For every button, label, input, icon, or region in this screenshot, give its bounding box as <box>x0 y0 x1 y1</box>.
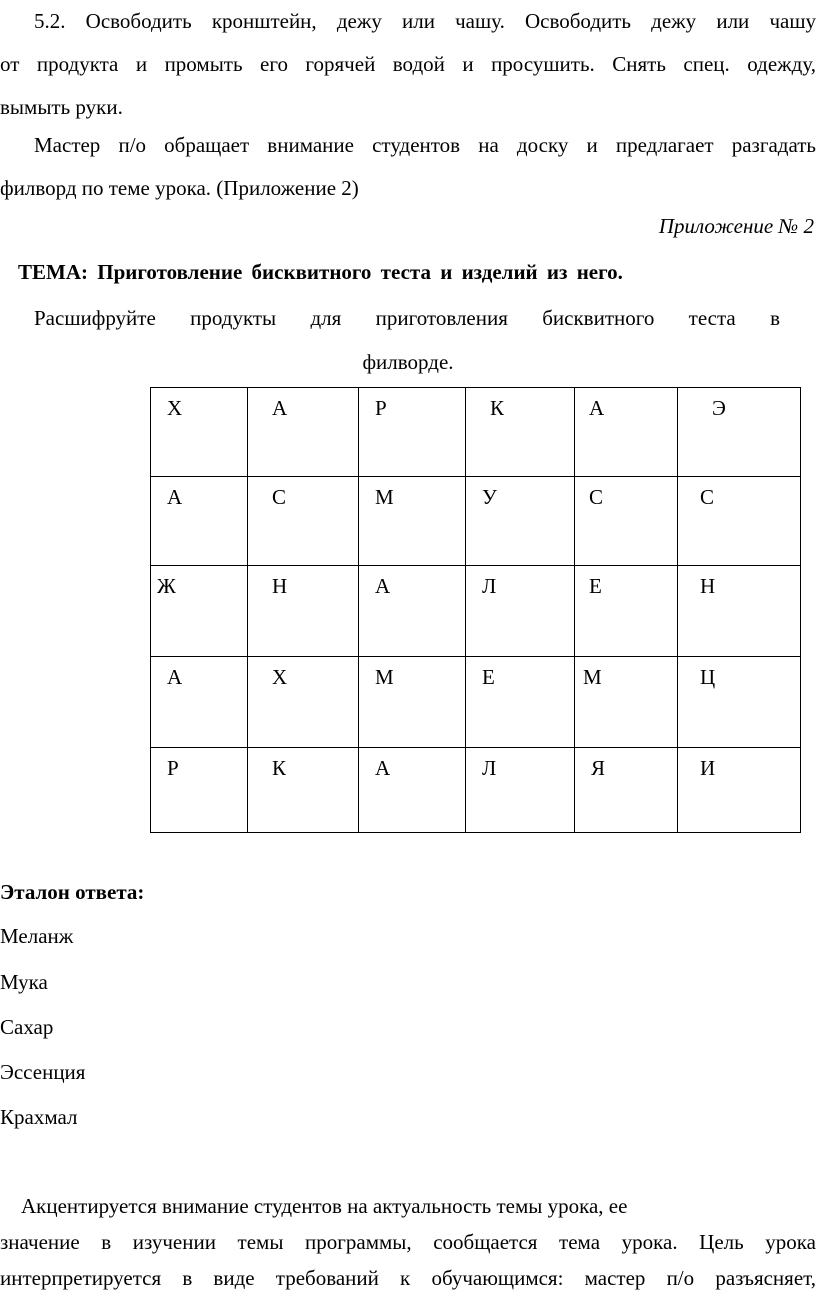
answer-key-title: Эталон ответа: <box>0 880 145 904</box>
paragraph-line: от продукта и промыть его горячей водой и просушить. Снять спец. одежду, <box>0 52 816 76</box>
grid-cell: С <box>678 477 801 566</box>
grid-cell: Л <box>466 566 575 657</box>
grid-cell: Х <box>248 657 359 748</box>
answer-item: Меланж <box>0 924 74 948</box>
grid-cell: Н <box>678 566 801 657</box>
answer-item: Сахар <box>0 1015 54 1039</box>
paragraph-line: значение в изучении темы программы, сообщается тема урока. Цель урока <box>0 1230 816 1254</box>
grid-cell: Р <box>151 748 248 833</box>
grid-cell: А <box>359 566 466 657</box>
grid-cell: М <box>575 657 678 748</box>
grid-cell: Р <box>359 388 466 477</box>
grid-cell: Е <box>575 566 678 657</box>
grid-cell: И <box>678 748 801 833</box>
paragraph-line: филворд по теме урока. (Приложение 2) <box>0 176 359 200</box>
grid-row <box>151 388 801 477</box>
grid-row <box>151 657 801 748</box>
grid-cell: М <box>359 657 466 748</box>
topic-heading: ТЕМА: Приготовление бисквитного теста и изделий из него. <box>18 260 623 284</box>
grid-cell: А <box>151 657 248 748</box>
grid-cell: Я <box>575 748 678 833</box>
grid-row <box>151 748 801 833</box>
paragraph-equipment-cleanup <box>0 0 816 129</box>
grid-row <box>151 566 801 657</box>
grid-cell: К <box>466 388 575 477</box>
grid-cell: К <box>248 748 359 833</box>
paragraph-lesson-relevance <box>0 1188 816 1296</box>
grid-cell: А <box>248 388 359 477</box>
grid-cell: Н <box>248 566 359 657</box>
paragraph-crossword-intro <box>0 124 816 210</box>
grid-cell: Х <box>151 388 248 477</box>
paragraph-line: Акцентируется внимание студентов на актуальность темы урока, ее <box>0 1194 628 1218</box>
paragraph-line: вымыть руки. <box>0 95 123 119</box>
grid-cell: Ц <box>678 657 801 748</box>
answer-item: Мука <box>0 970 48 994</box>
grid-cell: М <box>359 477 466 566</box>
task-instruction: Расшифруйте продукты для приготовления бисквитного теста в <box>34 306 780 330</box>
answer-item: Крахмал <box>0 1105 78 1129</box>
grid-cell: А <box>151 477 248 566</box>
grid-cell: А <box>575 388 678 477</box>
grid-cell: С <box>248 477 359 566</box>
grid-cell: Э <box>678 388 801 477</box>
paragraph-line: Мастер п/о обращает внимание студентов на доску и предлагает разгадать <box>34 133 816 157</box>
grid-cell: Л <box>466 748 575 833</box>
grid-cell: А <box>359 748 466 833</box>
paragraph-line: 5.2. Освободить кронштейн, дежу или чашу. Освободить дежу или чашу <box>34 9 816 33</box>
appendix-label: Приложение № 2 <box>658 214 814 238</box>
grid-cell: С <box>575 477 678 566</box>
task-instruction-end: филворде. <box>362 350 454 374</box>
grid-row <box>151 477 801 566</box>
grid-cell: Е <box>466 657 575 748</box>
paragraph-line: интерпретируется в виде требований к обучающимся: мастер п/о разъясняет, <box>0 1266 816 1290</box>
grid-cell: Ж <box>151 566 248 657</box>
answer-item: Эссенция <box>0 1060 86 1084</box>
grid-cell: У <box>466 477 575 566</box>
word-search-grid <box>150 387 801 833</box>
